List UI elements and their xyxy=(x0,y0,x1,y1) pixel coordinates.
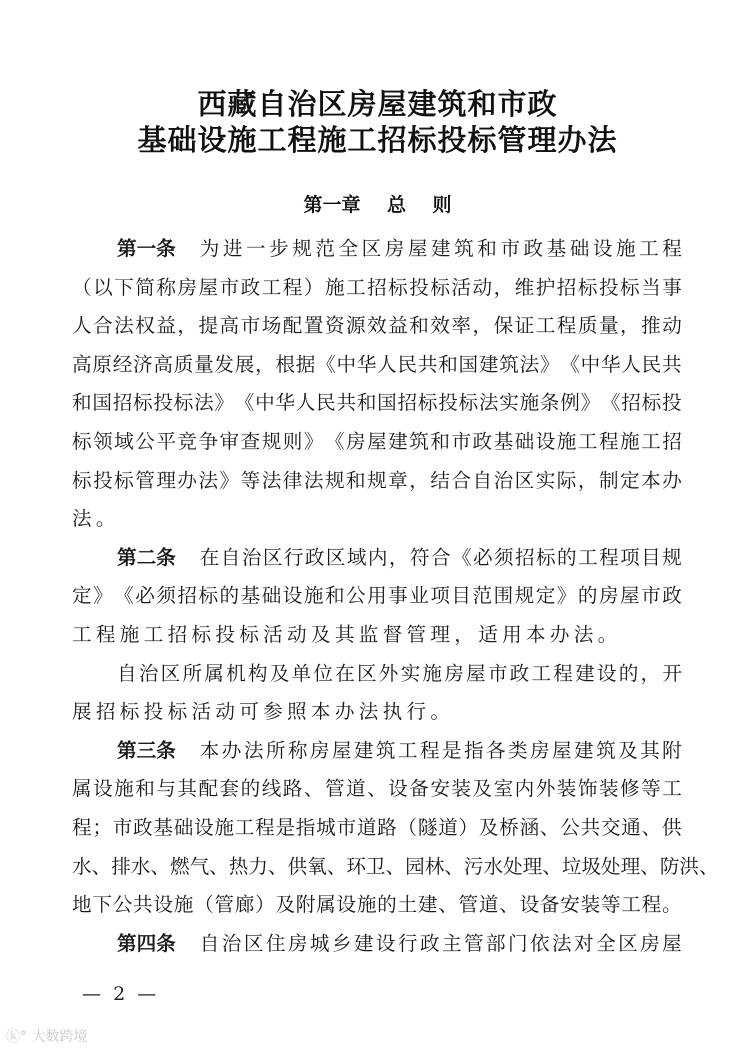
line-text: 高 原 经 济 高 质 量 发 展 ， 根 据 《 中 华 人 民 共 和 国 建 筑 法 》 《 中 华 人 民 共 xyxy=(72,352,682,376)
watermark-logo-icon: ⓚ° xyxy=(6,1029,32,1045)
line-text: 和 国 招 标 投 标 法 》 《 中 华 人 民 共 和 国 招 标 投 标 法 实 施 条 例 》 《 招 标 投 xyxy=(72,391,682,415)
text-line xyxy=(72,616,682,655)
article-first-line xyxy=(72,539,682,578)
watermark xyxy=(6,1026,87,1046)
line-text: 在 自 治 区 行 政 区 域 内 ， 符 合 《 必 须 招 标 的 工 程 项 目 规 xyxy=(199,545,682,569)
line-text: 本 办 法 所 称 房 屋 建 筑 工 程 是 指 各 类 房 屋 建 筑 及 其 附 xyxy=(199,738,682,762)
article-number: 第四条 xyxy=(117,931,176,955)
text-line xyxy=(72,770,682,809)
text-line xyxy=(72,307,682,346)
line-text: 工程施工招标投标活动及其监督管理，适用本办法。 xyxy=(72,622,622,646)
article-number: 第一条 xyxy=(117,237,176,260)
text-line xyxy=(72,655,682,694)
text-line xyxy=(72,500,682,539)
line-text: 定 》 《 必 须 招 标 的 基 础 设 施 和 公 用 事 业 项 目 范 围 规 定 》 的 房 屋 市 政 xyxy=(72,584,682,608)
line-text: （ 以 下 简 称 房 屋 市 政 工 程 ） 施 工 招 标 投 标 活 动 ， 维 护 招 标 投 标 当 事 xyxy=(72,275,682,299)
line-text: 属 设 施 和 与 其 配 套 的 线 路 、 管 道 、 设 备 安 装 及 室 内 外 装 饰 装 修 等 工 xyxy=(72,777,682,801)
text-line xyxy=(72,346,682,385)
line-text: 自 治 区 所 属 机 构 及 单 位 在 区 外 实 施 房 屋 市 政 工 程 建 设 的 ， 开 xyxy=(117,661,682,685)
chapter-heading: 第一章 总 则 xyxy=(303,194,452,216)
line-text: 标 投 标 管 理 办 法 》 等 法 律 法 规 和 规 章 ， 结 合 自 治 区 实 际 ， 制 定 本 办 xyxy=(72,468,682,492)
watermark-text: 大数跨境 xyxy=(31,1029,88,1045)
article-first-line xyxy=(72,925,682,964)
line-text: 水 、 排 水 、 燃 气 、 热 力 、 供 氧 、 环 卫 、 园 林 、 污 水 处 理 、 垃 圾 处 理 、 防 洪 、 xyxy=(72,854,719,878)
article-number: 第二条 xyxy=(117,545,176,569)
document-title-line1: 西藏自治区房屋建筑和市政 xyxy=(197,87,558,121)
line-text: 为 进 一 步 规 范 全 区 房 屋 建 筑 和 市 政 基 础 设 施 工 程 xyxy=(199,237,682,260)
text-line xyxy=(72,848,719,887)
line-text: 自 治 区 住 房 城 乡 建 设 行 政 主 管 部 门 依 法 对 全 区 房 屋 xyxy=(199,931,682,955)
article-first-line xyxy=(72,230,682,269)
line-text: 人 合 法 权 益 ， 提 高 市 场 配 置 资 源 效 益 和 效 率 ， 保 证 工 程 质 量 ， 推 动 xyxy=(72,314,682,338)
text-line xyxy=(72,577,682,616)
line-text: 程 ； 市 政 基 础 设 施 工 程 是 指 城 市 道 路 （ 隧 道 ） 及 桥 涵 、 公 共 交 通 、 供 xyxy=(72,815,682,839)
text-line xyxy=(72,886,682,925)
line-text: 标 领 域 公 平 竞 争 审 查 规 则 》 《 房 屋 建 筑 和 市 政 基 础 设 施 工 程 施 工 招 xyxy=(72,429,682,453)
text-line xyxy=(72,809,682,848)
article-first-line xyxy=(72,732,682,771)
text-line xyxy=(72,384,682,423)
text-line xyxy=(72,269,682,308)
text-line xyxy=(72,462,682,501)
text-line xyxy=(72,693,682,732)
line-text: 法。 xyxy=(72,507,120,531)
document-title-line2: 基础设施工程施工招标投标管理办法 xyxy=(137,123,618,157)
line-text: 地 下 公 共 设 施 （ 管 廊 ） 及 附 属 设 施 的 土 建 、 管 道 、 设 备 安 装 等 工 程 。 xyxy=(72,893,682,917)
line-text: 展招标投标活动可参照本办法执行。 xyxy=(72,700,455,724)
page-number: — 2 — xyxy=(82,983,157,1005)
article-number: 第三条 xyxy=(117,738,176,762)
text-line xyxy=(72,423,682,462)
document-body xyxy=(72,230,719,963)
